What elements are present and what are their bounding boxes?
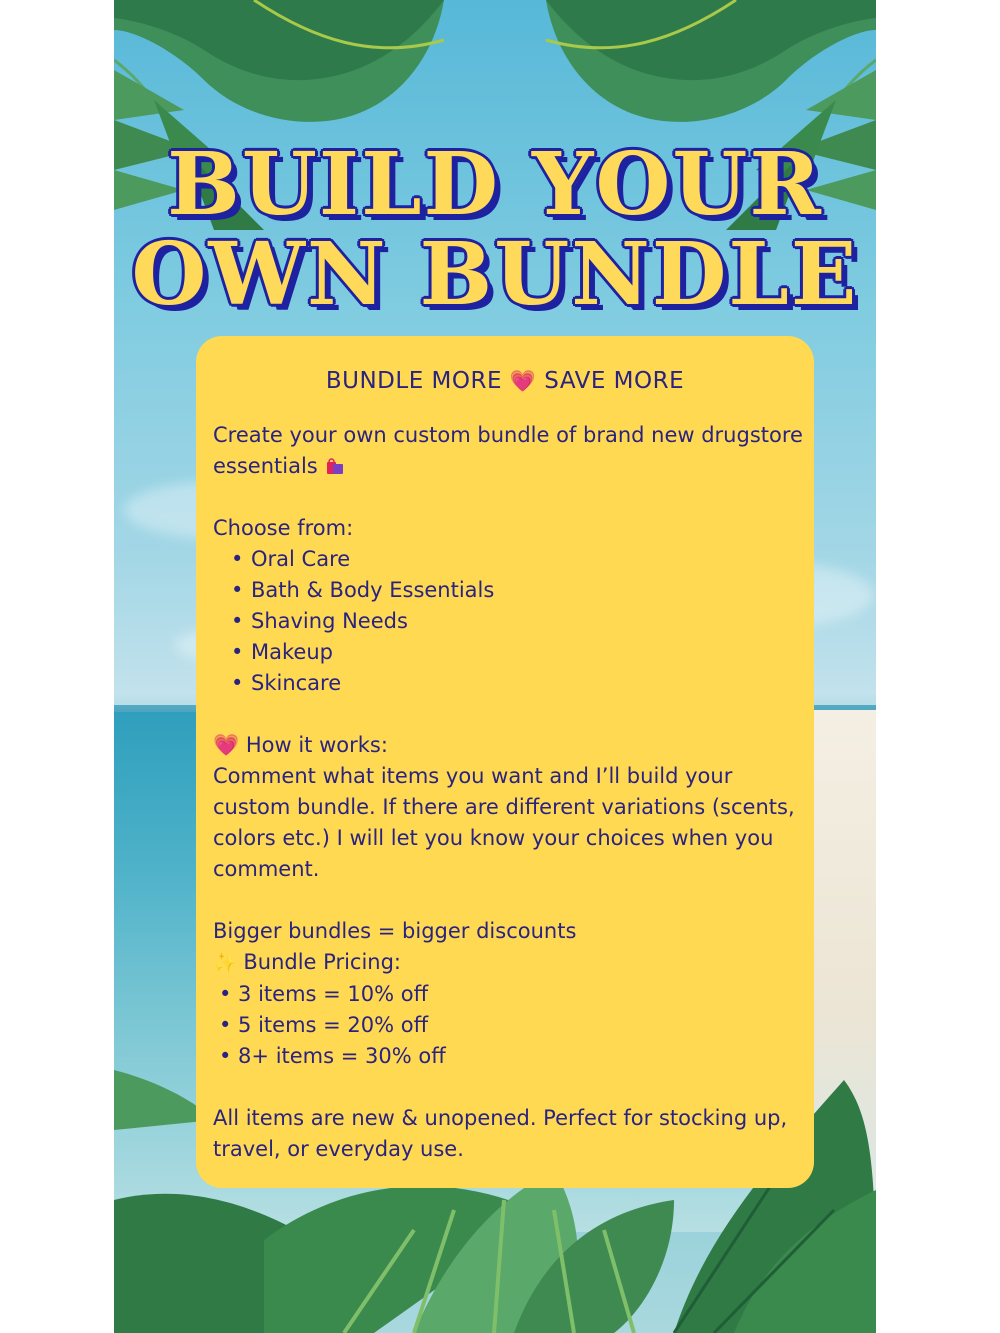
intro-paragraph [213, 420, 803, 482]
card-heading-left: BUNDLE MORE [325, 368, 503, 394]
bigger-bundles-text: Bigger bundles = bigger discounts [213, 919, 577, 943]
list-item: • Skincare [251, 668, 803, 699]
pricing-row: • 3 items = 10% off [219, 982, 429, 1006]
list-item: • Makeup [251, 637, 803, 668]
poster-background [114, 0, 876, 1333]
card-body [213, 420, 803, 1165]
title-line-2: OWN BUNDLE [131, 224, 859, 325]
list-item: • Oral Care [251, 544, 803, 575]
info-card [196, 336, 814, 1188]
poster-title [114, 134, 876, 325]
card-heading [196, 368, 814, 394]
pricing-label [213, 947, 803, 979]
spacer [213, 1072, 803, 1103]
pricing-row: • 8+ items = 30% off [219, 1044, 446, 1068]
how-label-text: How it works: [245, 733, 388, 757]
pricing-row: • 5 items = 20% off [219, 1013, 429, 1037]
how-it-works-text: Comment what items you want and I’ll build your custom bundle. If there are different variations (scents, colors etc.) I will let you know your choices when you comment. [213, 764, 795, 881]
sparkle-icon: ✨ [213, 952, 237, 974]
list-item: • Bath & Body Essentials [251, 575, 803, 606]
intro-text: Create your own custom bundle of brand new drugstore essentials [213, 423, 803, 478]
list-item: • Shaving Needs [251, 606, 803, 637]
title-line-1: BUILD YOUR [167, 134, 823, 235]
pricing-label-text: Bundle Pricing: [243, 950, 402, 974]
category-list [213, 544, 803, 699]
spacer [213, 885, 803, 916]
how-it-works-label [213, 730, 803, 761]
spacer [213, 482, 803, 513]
card-heading-right: SAVE MORE [544, 368, 685, 394]
shopping-bags-icon [326, 457, 344, 475]
spacer [213, 699, 803, 730]
heart-icon: 💗 [509, 369, 537, 393]
closing-text: All items are new & unopened. Perfect for stocking up, travel, or everyday use. [213, 1106, 788, 1161]
heart-icon: 💗 [213, 733, 240, 757]
choose-label: Choose from: [213, 516, 354, 540]
